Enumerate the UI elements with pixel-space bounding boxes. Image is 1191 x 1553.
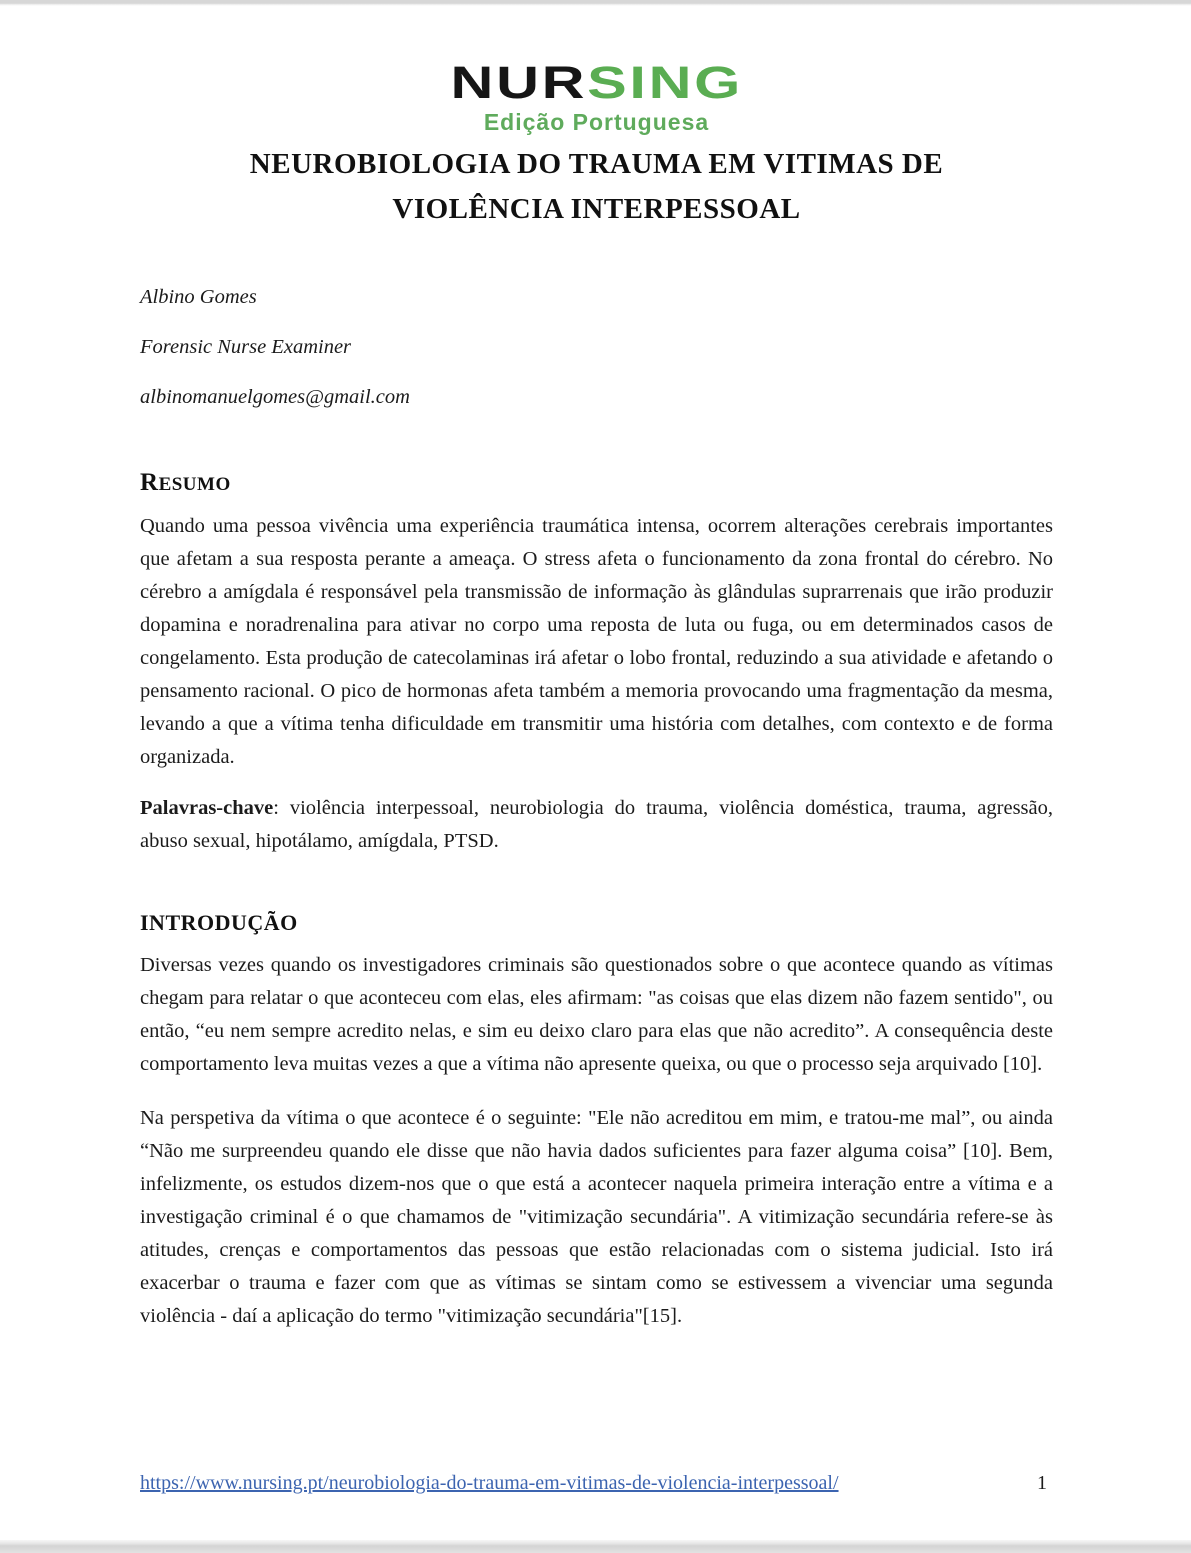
author-role: Forensic Nurse Examiner <box>140 336 352 358</box>
author-name: Albino Gomes <box>140 286 257 308</box>
abstract-paragraph: Quando uma pessoa vivência uma experiência traumática intensa, ocorrem alterações cerebrais importantes que afetam a sua resposta perante a ameaça. O stress afeta o funcionamento da zona frontal do cérebro. No cérebro a amígdala é responsável pela transmissão de informação às glândulas suprarrenais que irão produzir dopamina e noradrenalina para ativar no corpo uma reposta de luta ou fuga, ou em determinados casos de congelamento. Esta produção de catecolaminas irá afetar o lobo frontal, reduzindo a sua atividade e afetando o pensamento racional. O pico de hormonas afeta também a memoria provocando uma fragmentação da mesma, levando a que a vítima tenha dificuldade em transmitir uma história com detalhes, com contexto e de forma organizada. <box>140 515 1053 768</box>
keywords-text: : violência interpessoal, neurobiologia do trauma, violência doméstica, trauma, agressão, abuso sexual, hipotálamo, amígdala, PTSD. <box>140 797 1053 852</box>
author-email: albinomanuelgomes@gmail.com <box>140 386 410 408</box>
nursing-logo-wordmark <box>450 57 743 108</box>
logo-text-sing: SING <box>586 57 743 108</box>
paper-title <box>140 142 1053 232</box>
resumo-heading <box>140 469 1053 497</box>
page-content <box>140 0 1053 1333</box>
logo-subtitle: Edição Portuguesa <box>483 109 710 135</box>
page-number: 1 <box>1037 1472 1047 1494</box>
keywords-paragraph <box>140 792 1053 858</box>
resumo-heading-rest: ESUMO <box>158 474 231 495</box>
paper-title-line1: NEUROBIOLOGIA DO TRAUMA EM VITIMAS DE <box>249 148 944 180</box>
page-bottom-edge <box>0 1540 1191 1553</box>
nursing-logo <box>140 57 1053 136</box>
keywords-label: Palavras-chave <box>140 797 274 819</box>
page-footer <box>140 1472 1053 1495</box>
introducao-heading: INTRODUÇÃO <box>140 910 298 935</box>
intro-paragraph-2: Na perspetiva da vítima o que acontece é o seguinte: "Ele não acreditou em mim, e tratou-me mal”, ou ainda “Não me surpreendeu quando ele disse que não havia dados suficientes para fazer alguma coisa” [10]. Bem, infelizmente, os estudos dizem-nos que o que está a acontecer naquela primeira interação entre a vítima e a investigação criminal é o que chamamos de "vitimização secundária". A vitimização secundária refere-se às atitudes, crenças e comportamentos das pessoas que estão relacionadas com o sistema judicial. Isto irá exacerbar o trauma e fazer com que as vítimas se sintam como se estivessem a vivenciar uma segunda violência - daí a aplicação do termo "vitimização secundária"[15]. <box>140 1107 1053 1327</box>
author-block <box>140 286 1053 409</box>
resumo-heading-initial: R <box>140 469 159 496</box>
source-url-link[interactable]: https://www.nursing.pt/neurobiologia-do-trauma-em-vitimas-de-violencia-interpessoal/ <box>140 1472 839 1494</box>
paper-title-line2: VIOLÊNCIA INTERPESSOAL <box>392 193 801 225</box>
logo-text-nur: NUR <box>450 57 587 108</box>
intro-paragraph-1: Diversas vezes quando os investigadores criminais são questionados sobre o que acontece quando as vítimas chegam para relatar o que aconteceu com elas, eles afirmam: "as coisas que elas dizem não fazem sentido", ou então, “eu nem sempre acredito nelas, e sim eu deixo claro para elas que não acredito”. A consequência deste comportamento leva muitas vezes a que a vítima não apresente queixa, ou que o processo seja arquivado [10]. <box>140 954 1053 1075</box>
